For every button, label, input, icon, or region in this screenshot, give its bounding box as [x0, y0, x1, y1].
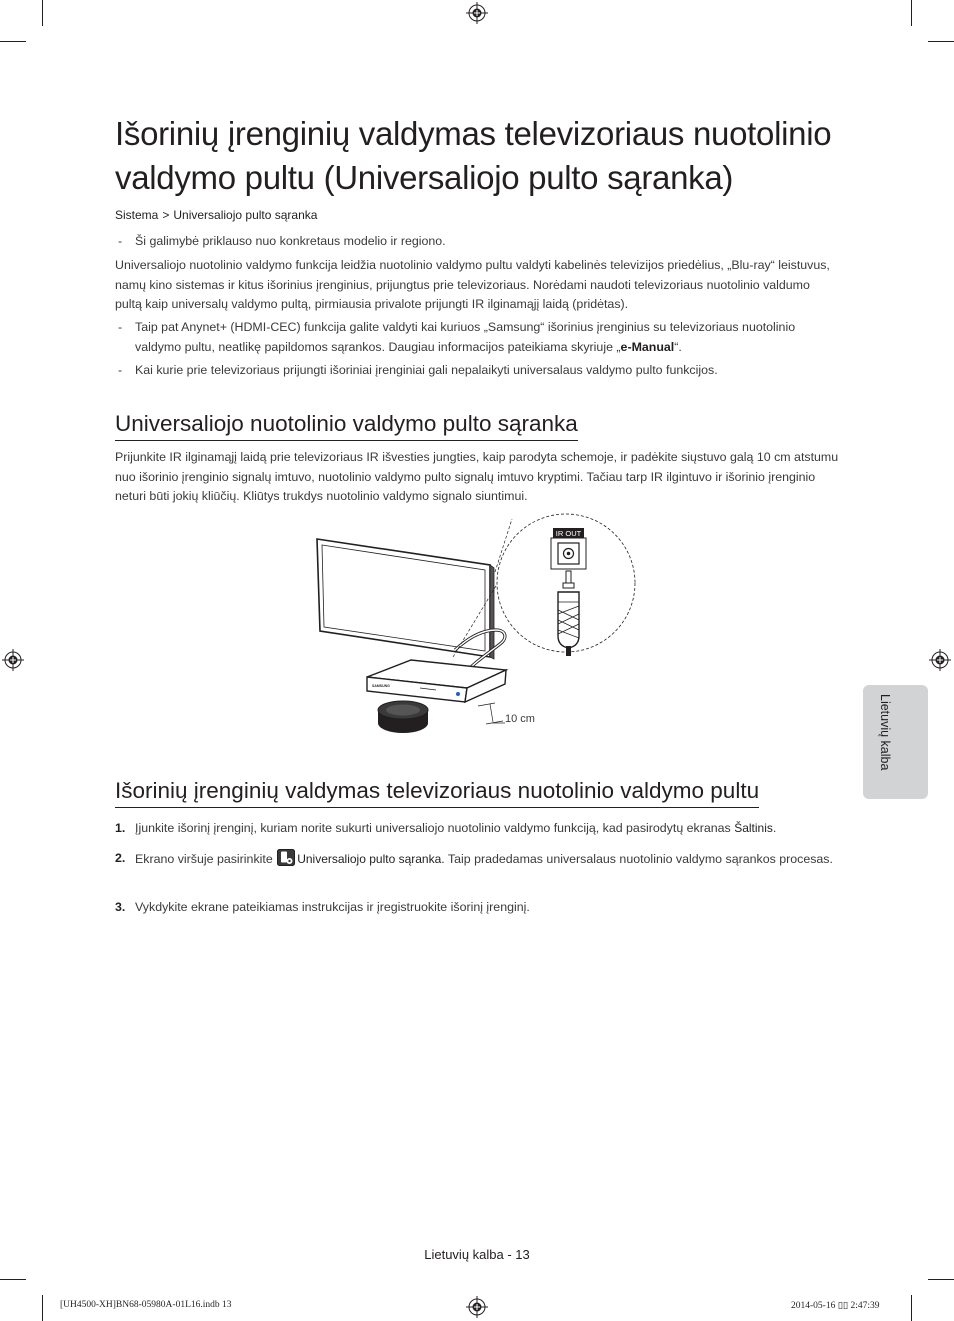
crop-mark: [42, 1295, 43, 1321]
note-dash: -: [118, 363, 123, 377]
step-1: [115, 819, 835, 839]
note-anynet-text-after: “.: [674, 339, 682, 354]
crop-mark: [928, 41, 954, 42]
crop-mark: [0, 41, 26, 42]
breadcrumb-item-sistema: Sistema: [115, 208, 159, 222]
page-title: Išorinių įrenginių valdymas televizoriaus nuotolinio valdymo pultu (Universaliojo pulto sąranka): [115, 115, 832, 196]
note-dash: -: [118, 320, 123, 334]
step-1-text-before: Įjunkite išorinį įrenginį, kuriam norite sukurti universaliojo nuotolinio valdymo funkciją, kad pasirodytų ekranas: [135, 821, 735, 835]
print-slug-timestamp: 2014-05-16 ▯▯ 2:47:39: [791, 1301, 880, 1311]
ui-term-source: Šaltinis: [734, 821, 773, 835]
registration-mark-icon: [2, 649, 24, 671]
step-2-text-before: Ekrano viršuje pasirinkite: [135, 852, 277, 866]
registration-mark-icon: [466, 2, 488, 24]
ui-term-universal-remote-setup: Universaliojo pulto sąranka: [297, 852, 442, 866]
crop-mark: [911, 1295, 912, 1321]
step-3: [115, 898, 835, 918]
universal-remote-setup-icon: [277, 849, 295, 866]
step-number: 1.: [115, 821, 126, 835]
note-availability: [118, 232, 834, 252]
crop-mark: [928, 1279, 954, 1280]
language-side-tab-label: Lietuvių kalba: [878, 694, 892, 771]
section-heading-remote-setup: Universaliojo nuotolinio valdymo pulto sąranka: [115, 409, 578, 441]
step-number: 2.: [115, 851, 126, 865]
note-compatibility-text: Kai kurie prie televizoriaus prijungti išoriniai įrenginiai gali nepalaikyti universalaus valdymo pulto funkcijos.: [135, 363, 718, 377]
print-slug-file: [UH4500-XH]BN68-05980A-01L16.indb 13: [60, 1300, 232, 1310]
section-remote-setup-paragraph: Prijunkite IR ilginamąjį laidą prie televizoriaus IR išvesties jungties, kaip parodyta schemoje, ir padėkite siųstuvo galą 10 cm atstumu nuo išorinio įrenginio signalų imtuvo, nuotolinio valdymo pulto signalų imtuvo kryptimi. Tačiau tarp IR ilgintuvo ir išorinio įrenginio neturi būti jokių kliūčių. Kliūtys trukdys nuotolinio valdymo signalo siuntimui.: [115, 450, 839, 503]
note-dash: -: [118, 234, 123, 248]
step-1-text-after: .: [772, 821, 777, 835]
note-availability-text: Ši galimybė priklauso nuo konkretaus modelio ir regiono.: [135, 234, 446, 248]
distance-marker: [478, 703, 505, 724]
crop-mark: [42, 0, 43, 26]
language-side-tab: [863, 685, 928, 799]
crop-mark: [911, 0, 912, 26]
distance-label: 10 cm: [505, 713, 535, 725]
registration-mark-icon: [466, 1296, 488, 1318]
ir-extender-connection-diagram: [300, 510, 645, 740]
step-2-text-after: . Taip pradedamas universalaus nuotolinio valdymo sąrankos procesas.: [441, 852, 833, 866]
registration-mark-icon: [929, 649, 951, 671]
breadcrumb: [115, 208, 317, 222]
ir-transmitter-illustration: [378, 701, 428, 733]
step-2: [115, 849, 835, 870]
ir-out-label: IR OUT: [555, 529, 582, 538]
breadcrumb-item-universal-remote-setup: Universaliojo pulto sąranka: [173, 208, 318, 222]
note-anynet-text: [118, 318, 834, 357]
step-3-text: Vykdykite ekrane pateikiamas instrukcijas ir įregistruokite išorinį įrenginį.: [135, 900, 530, 914]
step-2-text: [115, 849, 835, 870]
intro-paragraph: Universaliojo nuotolinio valdymo funkcija leidžia nuotolinio valdymo pultu valdyti kabelinės televizijos priedėlius, „Blu-ray“ leistuvus, namų kino sistemas ir kitus išorinius įrenginius, prijungtus prie televizoriaus. Norėdami naudoti televizoriaus nuotolinio valdumo pultą kaip universalų valdymo pultą, pirmiausia privalote prijungti IR ilginamąjį laidą (pridėtas).: [115, 258, 830, 311]
external-device-illustration: [367, 660, 506, 702]
note-compatibility: [118, 361, 834, 381]
page-number: Lietuvių kalba - 13: [424, 1247, 530, 1262]
e-manual-link[interactable]: e-Manual: [620, 339, 675, 354]
breadcrumb-separator: >: [162, 208, 170, 222]
device-brand-label: SAMSUNG: [372, 684, 390, 688]
step-number: 3.: [115, 900, 126, 914]
step-1-text: [115, 819, 835, 839]
crop-mark: [0, 1279, 26, 1280]
section-heading-control-devices: Išorinių įrenginių valdymas televizoriaus nuotolinio valdymo pultu: [115, 776, 759, 808]
note-anynet-text-before: Taip pat Anynet+ (HDMI-CEC) funkcija galite valdyti kai kuriuos „Samsung“ išorinius įrenginius su televizoriaus nuotolinio valdymo pultu, neatlikę papildomos sąrankos. Daugiau informacijos pateikiama skyriuje „: [135, 320, 796, 354]
note-anynet: [118, 318, 834, 357]
